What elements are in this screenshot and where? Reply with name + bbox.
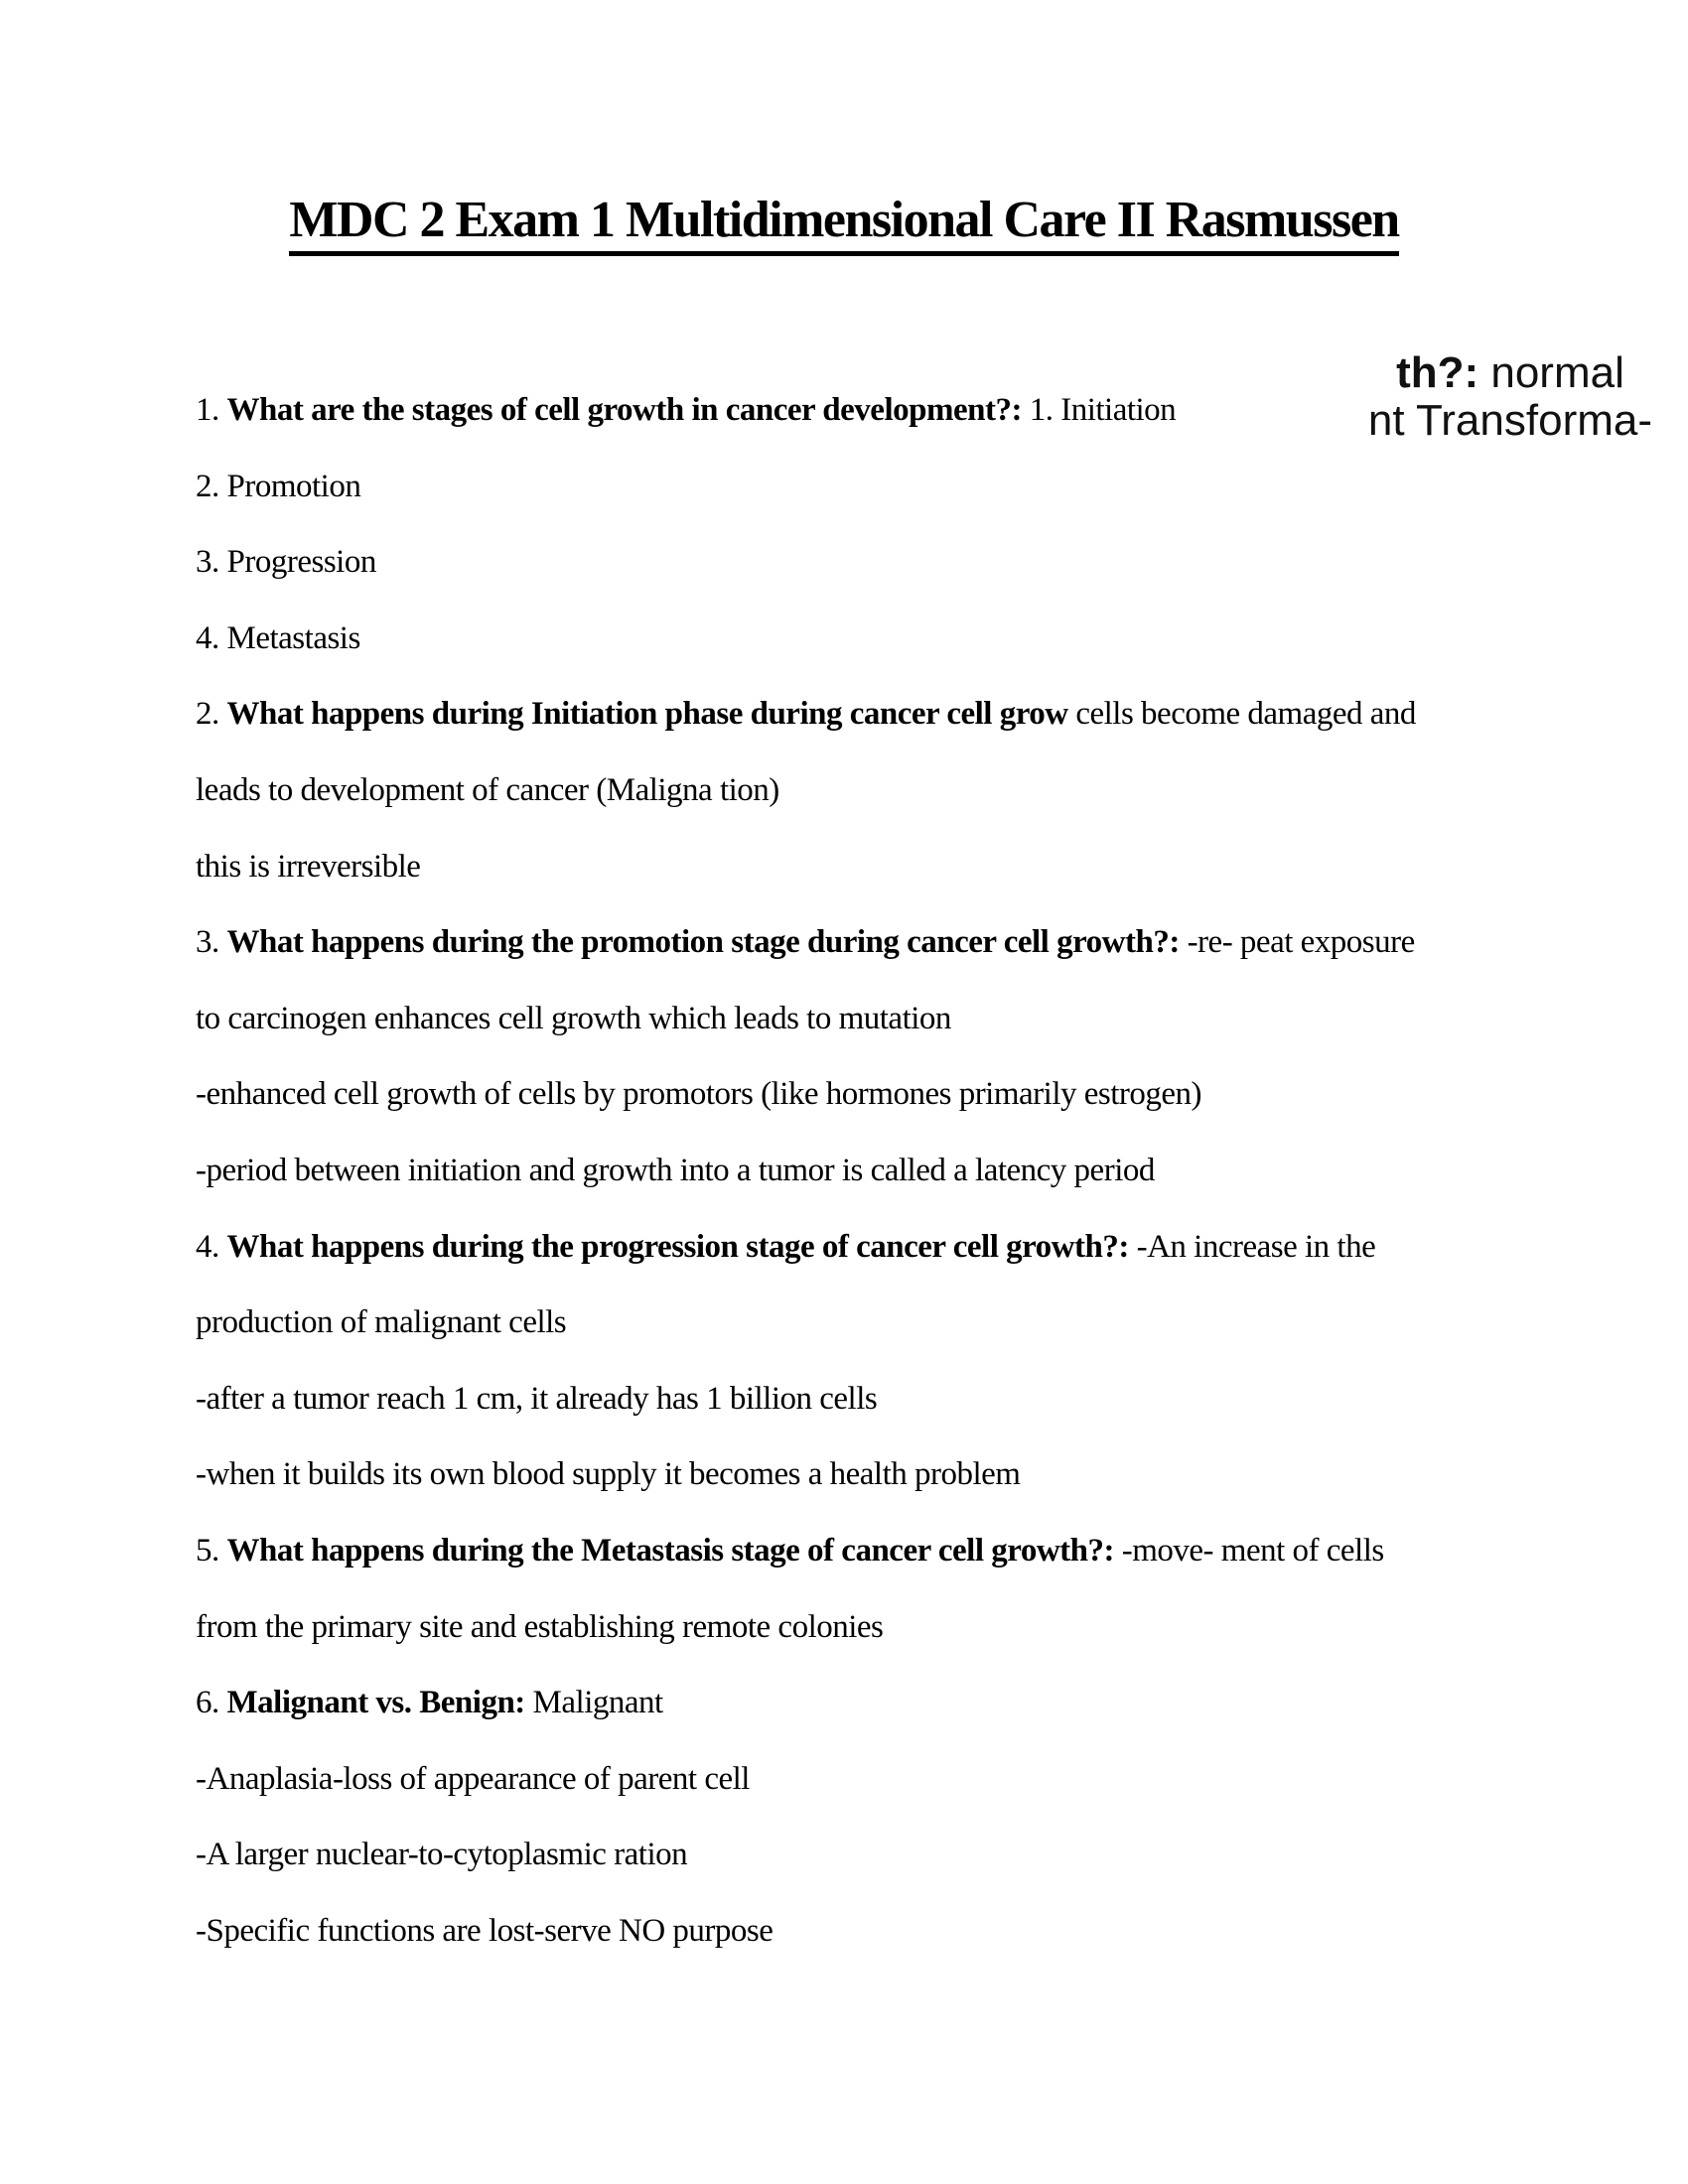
question-number: 4. (196, 1228, 227, 1265)
answer-text: to carcinogen enhances cell growth which leads to mutation (196, 1000, 951, 1036)
overlay-line-1-rest: normal (1478, 348, 1624, 397)
answer-text: -enhanced cell growth of cells by promotors (like hormones primarily estrogen) (196, 1076, 1202, 1113)
document-line (196, 1209, 1628, 1286)
document-line (196, 1285, 1628, 1361)
document-line (196, 1741, 1628, 1818)
answer-text: -after a tumor reach 1 cm, it already has 1 billion cells (196, 1380, 878, 1417)
answer-text: -Specific functions are lost-serve NO purpose (196, 1912, 774, 1949)
document-line (196, 1361, 1628, 1437)
document-lines (196, 372, 1628, 1969)
answer-text: leads to development of cancer (Maligna tion) (196, 771, 779, 808)
question-number: 6. (196, 1685, 227, 1721)
document-line (196, 752, 1628, 829)
question-number: 1. (196, 392, 227, 428)
document-line (196, 1133, 1628, 1209)
answer-text: -A larger nuclear-to-cytoplasmic ration (196, 1837, 688, 1873)
page-title (0, 191, 1688, 249)
answer-text: 2. Promotion (196, 468, 361, 504)
answer-text: 1. Initiation (1029, 392, 1177, 428)
document-line (196, 829, 1628, 905)
answer-text: -when it builds its own blood supply it becomes a health problem (196, 1456, 1021, 1493)
question-number: 2. (196, 696, 227, 733)
question-text: Malignant vs. Benign: (226, 1685, 533, 1721)
question-text: What are the stages of cell growth in cancer development?: (226, 392, 1030, 428)
answer-text: -An increase in the (1136, 1228, 1376, 1265)
answer-text: -Anaplasia-loss of appearance of parent cell (196, 1760, 750, 1797)
answer-text: 3. Progression (196, 544, 376, 581)
document-line (196, 1817, 1628, 1893)
document-line (196, 981, 1628, 1057)
document-line (196, 1589, 1628, 1666)
overlay-line-1-bold: th?: (1396, 348, 1479, 397)
answer-text: Malignant (532, 1685, 663, 1721)
document-line (196, 449, 1628, 525)
document-line (196, 1893, 1628, 1970)
answer-text: -re- peat exposure (1187, 924, 1415, 961)
question-number: 5. (196, 1532, 227, 1569)
document-line (196, 1513, 1628, 1589)
document-line (196, 372, 1628, 449)
document-line (196, 1056, 1628, 1133)
page-title-text: MDC 2 Exam 1 Multidimensional Care II Rasmussen (289, 192, 1398, 256)
answer-text: 4. Metastasis (196, 619, 360, 656)
answer-text: production of malignant cells (196, 1304, 567, 1341)
question-text: What happens during Initiation phase during cancer cell grow (226, 696, 1076, 733)
document-line (196, 1665, 1628, 1741)
document-line (196, 524, 1628, 601)
answer-text: cells become damaged and (1075, 696, 1416, 733)
question-number: 3. (196, 924, 227, 961)
document-line (196, 1436, 1628, 1513)
document-line (196, 676, 1628, 752)
question-text: What happens during the Metastasis stage of cancer cell growth?: (226, 1532, 1122, 1569)
question-text: What happens during the progression stage of cancer cell growth?: (226, 1228, 1137, 1265)
document-line (196, 904, 1628, 981)
answer-text: -period between initiation and growth into a tumor is called a latency period (196, 1152, 1155, 1188)
overlay-line-2: nt Transforma- (1367, 396, 1652, 445)
answer-text: -move- ment of cells (1121, 1532, 1384, 1569)
document-line (196, 601, 1628, 677)
question-text: What happens during the promotion stage during cancer cell growth?: (226, 924, 1188, 961)
answer-text: from the primary site and establishing remote colonies (196, 1608, 884, 1645)
answer-text: this is irreversible (196, 848, 421, 885)
